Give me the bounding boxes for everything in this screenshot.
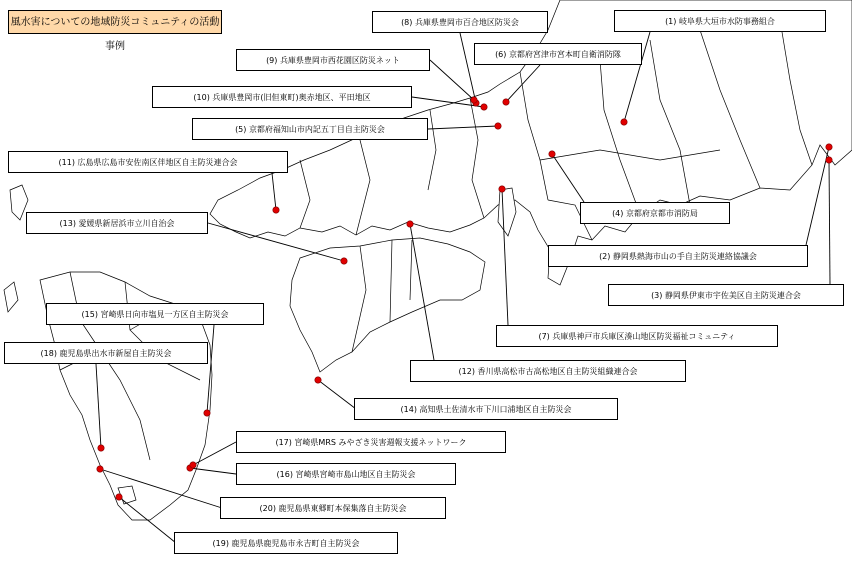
label-20: (20) 鹿児島県東郷町本保集落自主防災会 — [220, 497, 446, 519]
map-title: 風水害についての地域防災コミュニティの活動事例 — [8, 10, 222, 34]
location-marker-20 — [97, 466, 103, 472]
shikoku-outline — [290, 238, 485, 372]
label-19: (19) 鹿児島県鹿児島市永吉町自主防災会 — [174, 532, 398, 554]
label-10: (10) 兵庫県豊岡市(旧但東町)奥赤地区、平田地区 — [152, 86, 412, 108]
location-marker-11 — [273, 207, 279, 213]
label-1: (1) 岐阜県大垣市水防事務組合 — [614, 10, 826, 32]
label-18: (18) 鹿児島県出水市新屋自主防災会 — [4, 342, 208, 364]
label-16: (16) 宮崎県宮崎市島山地区自主防災会 — [236, 463, 456, 485]
label-11: (11) 広島県広島市安佐南区伴地区自主防災連合会 — [8, 151, 288, 173]
label-14: (14) 高知県土佐清水市下川口浦地区自主防災会 — [354, 398, 618, 420]
leader-line-3 — [829, 160, 830, 284]
location-marker-2 — [826, 144, 832, 150]
location-marker-19 — [116, 494, 122, 500]
label-9: (9) 兵庫県豊岡市西花園区防災ネット — [236, 49, 430, 71]
leader-line-16 — [190, 468, 236, 474]
island-2 — [498, 188, 516, 236]
location-marker-4 — [549, 151, 555, 157]
location-marker-5 — [495, 123, 501, 129]
location-marker-14 — [315, 377, 321, 383]
location-marker-7 — [499, 186, 505, 192]
label-17: (17) 宮崎県MRS みやざき災害週報支援ネットワーク — [236, 431, 506, 453]
location-marker-18 — [98, 445, 104, 451]
location-marker-6 — [503, 99, 509, 105]
location-marker-17 — [190, 462, 196, 468]
leader-line-14 — [318, 380, 356, 409]
island-3 — [4, 282, 18, 312]
label-4: (4) 京都府京都市消防局 — [580, 202, 730, 224]
location-marker-10 — [481, 104, 487, 110]
location-marker-3 — [826, 157, 832, 163]
location-marker-9 — [471, 97, 477, 103]
label-12: (12) 香川県高松市古高松地区自主防災組織連合会 — [410, 360, 686, 382]
location-marker-1 — [621, 119, 627, 125]
label-7: (7) 兵庫県神戸市兵庫区湊山地区防災福祉コミュニティ — [496, 325, 778, 347]
location-marker-15 — [204, 410, 210, 416]
location-marker-12 — [407, 221, 413, 227]
label-6: (6) 京都府宮津市宮本町自衛消防隊 — [474, 43, 642, 65]
label-5: (5) 京都府福知山市内記五丁目自主防災会 — [192, 118, 428, 140]
label-2: (2) 静岡県熱海市山の手自主防災連絡協議会 — [548, 245, 808, 267]
label-13: (13) 愛媛県新居浜市立川自治会 — [26, 212, 208, 234]
label-8: (8) 兵庫県豊岡市百合地区防災会 — [372, 11, 548, 33]
location-marker-13 — [341, 258, 347, 264]
label-3: (3) 静岡県伊東市宇佐美区自主防災連合会 — [608, 284, 844, 306]
label-15: (15) 宮崎県日向市塩見一方区自主防災会 — [46, 303, 264, 325]
